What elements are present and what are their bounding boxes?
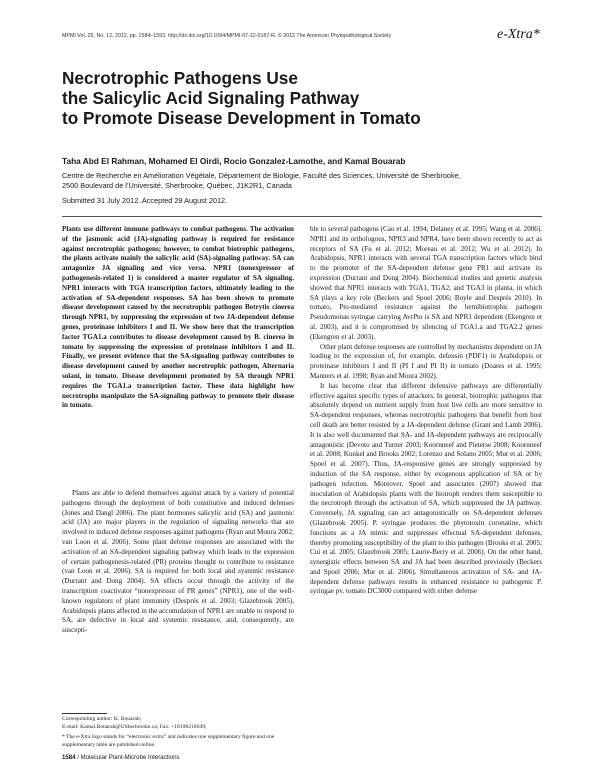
body-column-left [62, 489, 294, 636]
title-line: Necrotrophic Pathogens Use [62, 68, 298, 88]
page-number: 1584 [62, 754, 76, 761]
e-xtra-logo: e-Xtra* [497, 27, 540, 42]
footnotes [62, 716, 294, 752]
footnote-divider [62, 713, 107, 714]
header-divider [62, 216, 542, 217]
affiliation [62, 171, 542, 191]
corresponding-author: Corresponding author: K. Bouarab; [62, 716, 142, 722]
abstract-text: Plants use different immune pathways to combat pathogens. The activation of the jasmonic acid (JA)-signaling pathway is required for resistance against necrotrophic pathogens; however, to combat biotrophic pathogens, the plants activate mainly the salicylic acid (SA)-signaling pathway. SA can antagonize JA signaling and vice versa. NPR1 (nonexpressor of pathogenesis-related 1) is considered a master regulator of SA signaling. NPR1 interacts with TGA transcription factors, ultimately leading to the activation of SA-dependent responses. SA has been shown to promote disease development caused by the necrotrophic pathogen Botrytis cinerea through NPR1, by suppressing the expression of two JA-dependent defense genes, proteinase inhibitors I and II. We show here that the transcription factor TGA1.a contributes to disease development caused by B. cinerea in tomato by suppressing the expression of proteinase inhibitors I and II. Finally, we present evidence that the SA-signaling pathway contributes to disease development caused by another necrotrophic pathogen, Alternaria solani, in tomato. Disease development promoted by SA through NPR1 requires the TGA1.a transcription factor. These data highlight how necrotrophs manipulate the SA-signaling pathway to promote their disease in tomato. [62, 225, 294, 410]
body-paragraph: Other plant defense responses are controlled by mechanisms dependent on JA leading to the expression of, for example, defensin (PDF1) in Arabidopsis or proteinase inhibitors I and II (PI I and PI II) in tomato (Doares et al. 1995; Manners et al. 1998; Ryan and Moura 2002). [310, 342, 542, 380]
corresponding-email: E-mail: Kamal.Bouarab@USherbrooke.ca; Fax: +18198218049; [62, 723, 207, 730]
affiliation-line: 2500 Boulevard de l’Université, Sherbrooke, Québec, J1K2R1, Canada [62, 181, 292, 190]
body-paragraph: ble to several pathogens (Cao et al. 1994; Delaney et al. 1995; Wang et al. 2006). NPR1 and its orthologous, NPR3 and NPR4, have been shown recently to act as receptors of SA (Fu et al. 2012; Moreau et al. 2012; Wu et al. 2012). In Arabidopsis, NPR1 interacts with several TGA transcription factors which bind to the promoter of the SA-dependent defense gene PR1 and activate its expression (Durrant and Dong 2004). Biochemical studies and genetic analysis showed that NPR1 interacts with TGA1, TGA2, and TGA3 in planta, in which SA plays a key role (Beckers and Spoel 2006; Boyle and Després 2010). In tomato, Pto-mediated resistance against the hemibiotrophic pathogen Pseudomonas syringae carrying AvrPto is SA and NPR1 dependent (Ekengren et al. 2003), and it is compromised by silencing of TGA1.a and TGA2.2 genes (Ekengren et al. 2003). [310, 225, 542, 341]
article-title [62, 68, 532, 128]
title-line: to Promote Disease Development in Tomato [62, 108, 421, 128]
journal-name: / Molecular Plant-Microbe Interactions [75, 754, 180, 761]
affiliation-line: Centre de Recherche en Amélioration Végétale, Département de Biologie, Faculté des Sciences, Université de Sherbrooke, [62, 171, 461, 180]
page-footer [62, 754, 180, 761]
e-xtra-note: * The e-Xtra logo stands for “electronic extra” and indicates one supplementary figure and one supplementary table are published online. [62, 734, 275, 748]
body-column-right [310, 225, 542, 597]
abstract [62, 225, 294, 411]
journal-citation-header: MPMI Vol. 25, No. 12, 2012, pp. 1584–1593. http://dx.doi.org/10.1094/MPMI-07-12-0187-R. © 2012 The American Phytopathological Society [62, 33, 392, 39]
body-paragraph: Plants are able to defend themselves against attack by a variety of potential pathogens through the deployment of both constitutive and induced defenses (Jones and Dangl 2006). The plant hormones salicylic acid (SA) and jasmonic acid (JA) are major players in the regulation of signaling networks that are involved in induced defense responses against pathogens (Ryan and Moura 2002; van Loon et al. 2006). Some plant defense responses are associated with the activation of an SA-dependent signaling pathway which leads to the expression of certain pathogenesis-related (PR) proteins thought to contribute to resistance (van Loon et al. 2006). SA is required for both local and systemic resistance (Durrant and Dong 2004). SA effects occur through the activity of the transcription coactivator “nonexpressor of PR genes” (NPR1), one of the well-known regulators of plant immunity (Després et al. 2003; Glazebrook 2005). Arabidopsis plants affected in the accumulation of NPR1 are unable to respond to SA, are defective in local and systemic resistance, and, consequently, are suscepti- [62, 489, 294, 635]
body-paragraph: It has become clear that different defensive pathways are differentially effective against specific types of attackers. In general, biotrophic pathogens that absolutely depend on nutrient supply from host live cells are more sensitive to SA-dependent responses, whereas necrotrophic pathogens that benefit from host cell death are better resisted by a JA-dependent defense (Grant and Lamb 2006). It is also well documented that SA- and JA-dependent pathways are reciprocally antagonistic (Devoto and Turner 2003; Koornneef and Pieterse 2008; Koornneef et al. 2008; Kunkel and Brooks 2002; Lorenzo and Solano 2005; Mur et al. 2006; Spoel et al. 2007). Thus, JA-responsive genes are strongly suppressed by induction of the SA response, either by exogenous application of SA or by pathogen infection. Moreover, Spoel and associates (2007) showed that inoculation of Arabidopsis plants with the biotroph renders them susceptible to the necrotroph through the activation of SA, which suppressed the JA pathway. Conversely, JA signaling can act antagonistically on SA-dependent defenses (Glazebrook 2005). P. syringae produces the phytotoxin coronatine, which functions as a JA mimic and suppresses effectual SA-dependent defenses, thereby promoting susceptibility of the plant to this pathogen (Brooks et al. 2005; Cui et al. 2005; Glazebrook 2005; Laurie-Berry et al. 2006). On the other hand, synergistic effects between SA and JA had been described previously (Beckers and Spoel 2006; Mur et al. 2006). Simultaneous activation of SA- and JA-dependent defense pathways results in enhanced resistance to pathogenic P. syringae pv. tomato DC3000 compared with either defense [310, 381, 542, 596]
submission-dates: Submitted 31 July 2012. Accepted 29 August 2012. [62, 196, 228, 205]
author-list: Taha Abd El Rahman, Mohamed El Oirdi, Rocio Gonzalez-Lamothe, and Kamal Bouarab [62, 156, 406, 166]
title-line: the Salicylic Acid Signaling Pathway [62, 88, 360, 108]
